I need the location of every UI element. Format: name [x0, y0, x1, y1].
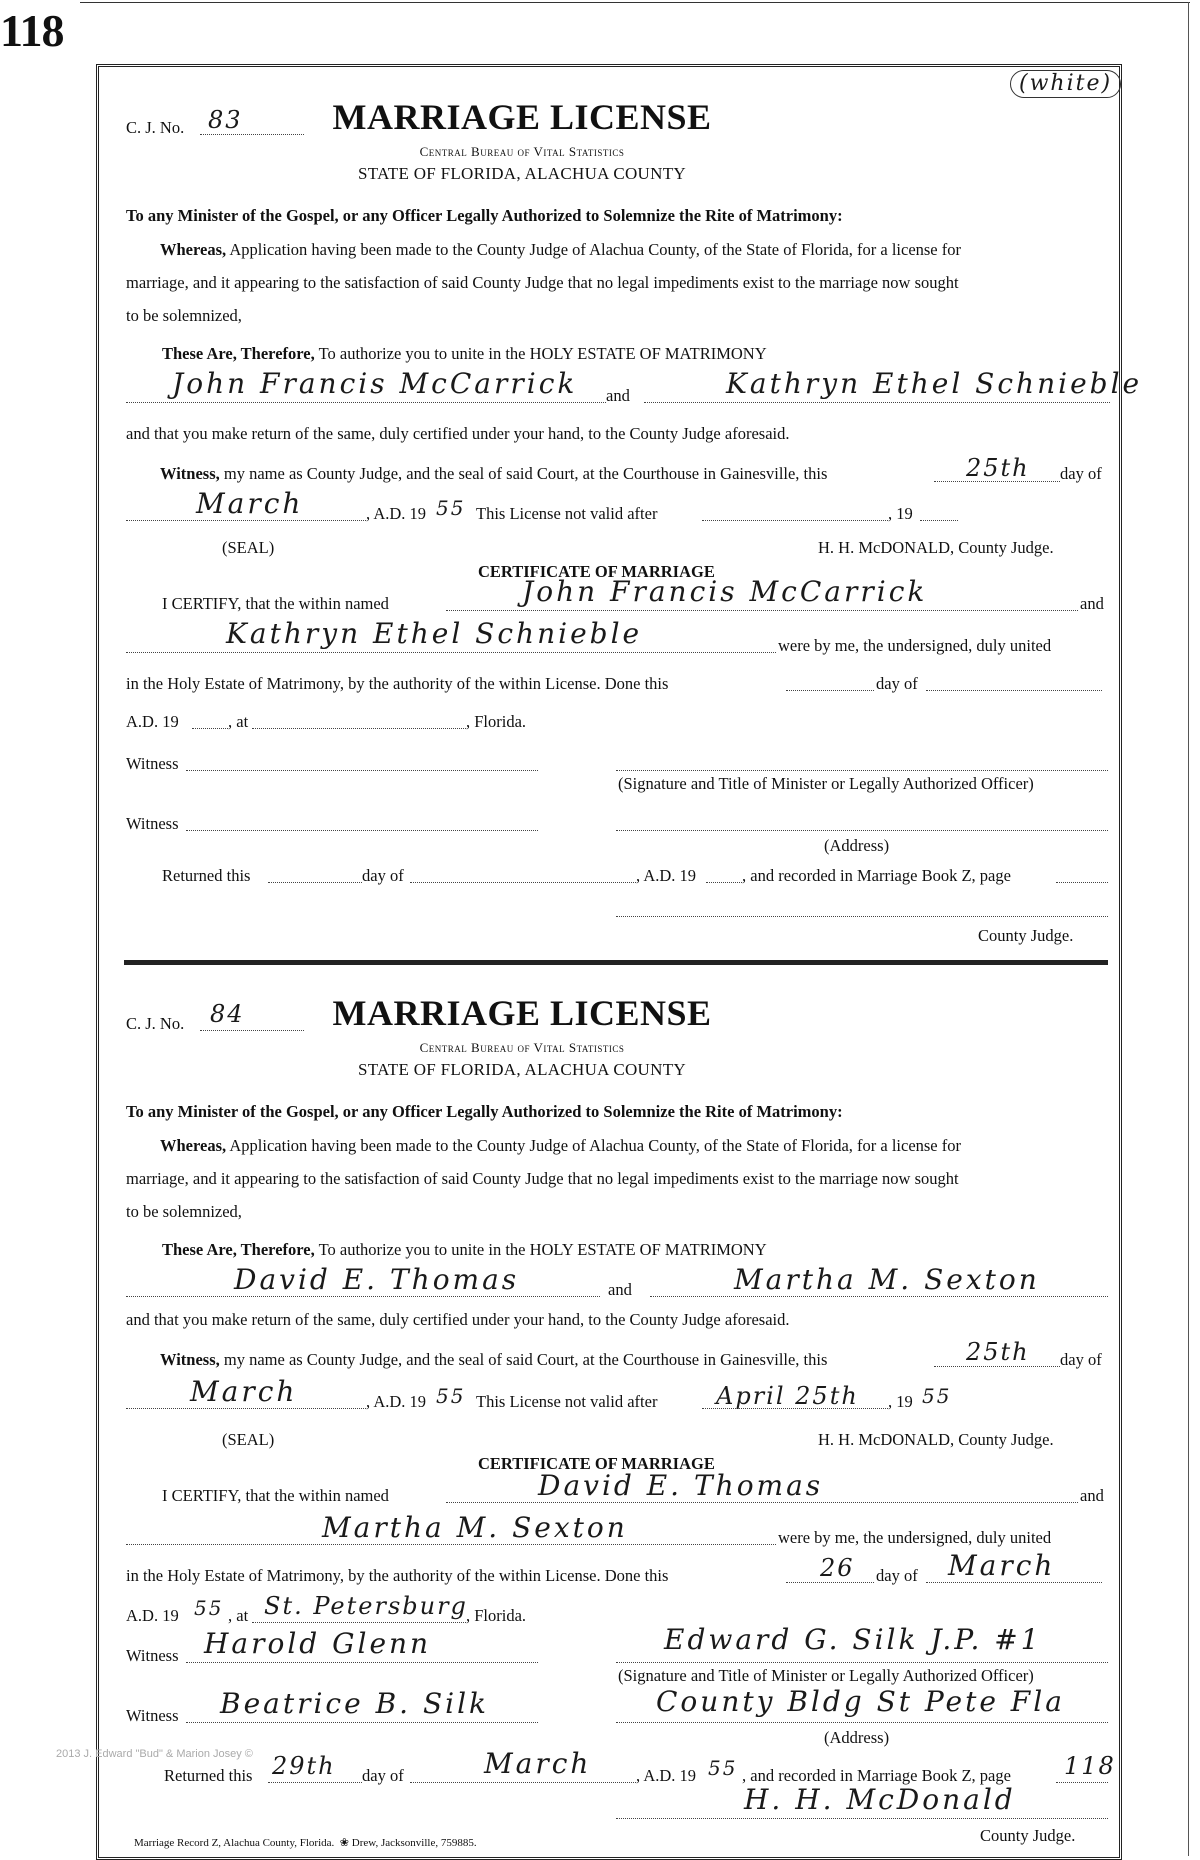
returned-year-line	[706, 882, 742, 883]
witness-bold: Witness,	[160, 1350, 220, 1369]
not-valid-date: April 25th	[716, 1382, 859, 1410]
officer-address: County Bldg St Pete Fla	[656, 1685, 1065, 1718]
record-note: Marriage Record Z, Alachua County, Florida. ❀ Drew, Jacksonville, 759885.	[134, 1837, 477, 1849]
these-are-bold: These Are, Therefore,	[162, 1240, 315, 1259]
to-any-minister: To any Minister of the Gospel, or any Officer Legally Authorized to Solemnize the Rite of Matrimony:	[126, 1102, 843, 1121]
done-day-of: day of	[876, 674, 918, 693]
bride-name: Kathryn Ethel Schnieble	[726, 367, 1143, 400]
white-annotation: (white)	[1010, 70, 1121, 98]
cert-bride-line	[126, 652, 776, 653]
witness-line	[160, 464, 827, 484]
whereas-bold: Whereas,	[160, 240, 227, 259]
cert-and: and	[1080, 1486, 1104, 1505]
these-are-text: To authorize you to unite in the HOLY ESTATE OF MATRIMONY	[318, 344, 767, 363]
issued-year: 55	[436, 496, 466, 520]
returned-label: Returned this	[162, 866, 251, 885]
witness-text: my name as County Judge, and the seal of said Court, at the Courthouse in Gainesville, this	[223, 1350, 828, 1369]
united-label: were by me, the undersigned, duly united	[778, 636, 1052, 655]
ad-plain-label: A.D. 19	[126, 712, 179, 731]
done-year-line	[192, 728, 228, 729]
ad-label: , A.D. 19	[366, 504, 427, 523]
copyright-watermark: 2013 J. Edward "Bud" & Marion Josey ©	[56, 1748, 253, 1760]
day-of-label: day of	[1060, 464, 1102, 483]
issued-day: 25th	[966, 454, 1030, 482]
witness-2-line	[186, 1722, 538, 1723]
done-day-line	[786, 690, 874, 691]
groom-name: John Francis McCarrick	[172, 367, 578, 400]
these-are-line	[162, 1240, 767, 1260]
bride-name: Martha M. Sexton	[734, 1263, 1040, 1296]
judge-label: H. H. McDONALD, County Judge.	[818, 1430, 1054, 1449]
whereas-line-1	[160, 240, 961, 260]
certificate-title: CERTIFICATE OF MARRIAGE	[478, 1454, 715, 1473]
signature-title: (Signature and Title of Minister or Legally Authorized Officer)	[618, 774, 1034, 793]
return-line: and that you make return of the same, duly certified under your hand, to the County Judge aforesaid.	[126, 424, 790, 443]
done-month-line	[926, 1582, 1102, 1583]
record-page-line	[1056, 1782, 1108, 1783]
done-day-line	[786, 1582, 874, 1583]
witness-bold: Witness,	[160, 464, 220, 483]
issued-month: March	[196, 487, 304, 520]
these-are-bold: These Are, Therefore,	[162, 344, 315, 363]
whereas-text: Application having been made to the County Judge of Alachua County, of the State of Florida, for a license for	[229, 240, 961, 259]
witness-1-label: Witness	[126, 754, 179, 773]
state-county: STATE OF FLORIDA, ALACHUA COUNTY	[358, 164, 686, 183]
record-page: 118	[1064, 1752, 1116, 1780]
address-label: (Address)	[824, 1728, 890, 1747]
recorded-label: , and recorded in Marriage Book Z, page	[742, 866, 1011, 885]
cert-groom-line	[446, 610, 1078, 611]
these-are-line	[162, 344, 767, 364]
county-judge-line	[616, 916, 1108, 917]
issued-month-line	[126, 1408, 366, 1409]
whereas-text: Application having been made to the County Judge of Alachua County, of the State of Florida, for a license for	[229, 1136, 961, 1155]
whereas-bold: Whereas,	[160, 1136, 227, 1155]
officer-signature: Edward G. Silk J.P. #1	[664, 1623, 1042, 1656]
section-divider	[124, 960, 1108, 965]
returned-month-line	[410, 882, 636, 883]
returned-day-of: day of	[362, 866, 404, 885]
witness-text: my name as County Judge, and the seal of said Court, at the Courthouse in Gainesville, this	[223, 464, 828, 483]
license-title: MARRIAGE LICENSE	[332, 97, 712, 137]
whereas-line-1	[160, 1136, 961, 1156]
witness-2-label: Witness	[126, 1706, 179, 1725]
these-are-text: To authorize you to unite in the HOLY ESTATE OF MATRIMONY	[318, 1240, 767, 1259]
certify-label: I CERTIFY, that the within named	[162, 594, 389, 613]
place: St. Petersburg	[264, 1592, 468, 1620]
place-line	[252, 1622, 466, 1623]
issued-month: March	[190, 1375, 298, 1408]
issued-month-line	[126, 520, 366, 521]
not-valid-year: 55	[922, 1384, 952, 1408]
done-day-of: day of	[876, 1566, 918, 1585]
witness-line	[160, 1350, 827, 1370]
holy-estate-label: in the Holy Estate of Matrimony, by the authority of the within License. Done this	[126, 674, 669, 693]
signature-title: (Signature and Title of Minister or Legally Authorized Officer)	[618, 1666, 1034, 1685]
issued-year: 55	[436, 1384, 466, 1408]
whereas-line-3: to be solemnized,	[126, 1202, 242, 1221]
comma-19: , 19	[888, 504, 913, 523]
cert-and: and	[1080, 594, 1104, 613]
returned-day: 29th	[272, 1752, 336, 1780]
cj-label: C. J. No.	[126, 118, 185, 137]
signature-line	[616, 770, 1108, 771]
ad-plain-label: A.D. 19	[126, 1606, 179, 1625]
not-valid-year-line	[920, 520, 958, 521]
cert-bride-line	[126, 1544, 776, 1545]
address-line	[616, 1722, 1108, 1723]
cert-groom: John Francis McCarrick	[522, 575, 928, 608]
cj-number: 84	[210, 1000, 245, 1028]
returned-month-line	[410, 1782, 636, 1783]
county-judge-label: County Judge.	[980, 1826, 1076, 1845]
ad-label: , A.D. 19	[366, 1392, 427, 1411]
seal-label: (SEAL)	[222, 538, 275, 557]
issued-day: 25th	[966, 1338, 1030, 1366]
whereas-line-2: marriage, and it appearing to the satisfaction of said County Judge that no legal impediments exist to the marriage now sought	[126, 273, 959, 292]
bureau: Central Bureau of Vital Statistics	[419, 1040, 625, 1055]
witness-1-line	[186, 770, 538, 771]
returned-year: 55	[708, 1756, 738, 1780]
whereas-line-3: to be solemnized,	[126, 306, 242, 325]
top-edge-line	[80, 2, 1190, 3]
return-line: and that you make return of the same, duly certified under your hand, to the County Judge aforesaid.	[126, 1310, 790, 1329]
bureau: Central Bureau of Vital Statistics	[419, 144, 625, 159]
bride-line	[644, 402, 1110, 403]
florida-label: , Florida.	[466, 1606, 527, 1625]
witness-1-line	[186, 1662, 538, 1663]
done-year: 55	[194, 1596, 224, 1620]
record-note-text: Marriage Record Z, Alachua County, Florida.	[134, 1837, 335, 1849]
not-valid-line	[702, 520, 888, 521]
comma-19: , 19	[888, 1392, 913, 1411]
and-label: and	[606, 386, 630, 405]
bride-line	[650, 1296, 1108, 1297]
to-any-minister: To any Minister of the Gospel, or any Officer Legally Authorized to Solemnize the Rite of Matrimony:	[126, 206, 843, 225]
at-label: , at	[228, 1606, 249, 1625]
not-valid-label: This License not valid after	[476, 1392, 658, 1411]
witness-1-name: Harold Glenn	[204, 1627, 432, 1660]
not-valid-label: This License not valid after	[476, 504, 658, 523]
florida-label: , Florida.	[466, 712, 527, 731]
county-judge-line	[616, 1818, 1108, 1819]
certificate-title: CERTIFICATE OF MARRIAGE	[478, 562, 715, 581]
judge-label: H. H. McDONALD, County Judge.	[818, 538, 1054, 557]
groom-line	[126, 402, 606, 403]
cj-number: 83	[208, 106, 243, 134]
witness-2-label: Witness	[126, 814, 179, 833]
groom-name: David E. Thomas	[234, 1263, 520, 1296]
address-label: (Address)	[824, 836, 890, 855]
license-title: MARRIAGE LICENSE	[332, 993, 712, 1033]
cj-label: C. J. No.	[126, 1014, 185, 1033]
returned-ad: , A.D. 19	[636, 1766, 697, 1785]
cert-bride: Martha M. Sexton	[322, 1511, 628, 1544]
witness-2-name: Beatrice B. Silk	[220, 1687, 490, 1720]
done-day: 26	[820, 1554, 855, 1582]
returned-label: Returned this	[164, 1766, 253, 1785]
day-of-label: day of	[1060, 1350, 1102, 1369]
returned-month: March	[484, 1747, 592, 1780]
cert-groom: David E. Thomas	[538, 1469, 824, 1502]
issued-day-line	[934, 1366, 1060, 1367]
cert-bride: Kathryn Ethel Schnieble	[226, 617, 643, 650]
whereas-line-2: marriage, and it appearing to the satisfaction of said County Judge that no legal impediments exist to the marriage now sought	[126, 1169, 959, 1188]
witness-1-label: Witness	[126, 1646, 179, 1665]
returned-day-of: day of	[362, 1766, 404, 1785]
right-edge-line	[1188, 2, 1189, 1856]
page-number: 118	[0, 5, 64, 56]
done-month-line	[926, 690, 1102, 691]
address-line	[616, 830, 1108, 831]
state-county: STATE OF FLORIDA, ALACHUA COUNTY	[358, 1060, 686, 1079]
judge-signature: H. H. McDonald	[744, 1783, 1016, 1816]
and-label: and	[608, 1280, 632, 1299]
at-label: , at	[228, 712, 249, 731]
returned-ad: , A.D. 19	[636, 866, 697, 885]
certify-label: I CERTIFY, that the within named	[162, 1486, 389, 1505]
cert-groom-line	[446, 1502, 1078, 1503]
printer-text: Drew, Jacksonville, 759885.	[351, 1837, 477, 1849]
cj-no-line	[200, 1030, 304, 1031]
returned-day-line	[268, 882, 362, 883]
cj-no-line	[200, 134, 304, 135]
returned-day-line	[268, 1782, 362, 1783]
witness-2-line	[186, 830, 538, 831]
holy-estate-label: in the Holy Estate of Matrimony, by the authority of the within License. Done this	[126, 1566, 669, 1585]
place-line	[252, 728, 466, 729]
groom-line	[126, 1296, 600, 1297]
recorded-label: , and recorded in Marriage Book Z, page	[742, 1766, 1011, 1785]
record-page-line	[1056, 882, 1108, 883]
united-label: were by me, the undersigned, duly united	[778, 1528, 1052, 1547]
done-month: March	[948, 1549, 1056, 1582]
signature-line	[616, 1662, 1108, 1663]
county-judge-label: County Judge.	[978, 926, 1074, 945]
seal-label: (SEAL)	[222, 1430, 275, 1449]
